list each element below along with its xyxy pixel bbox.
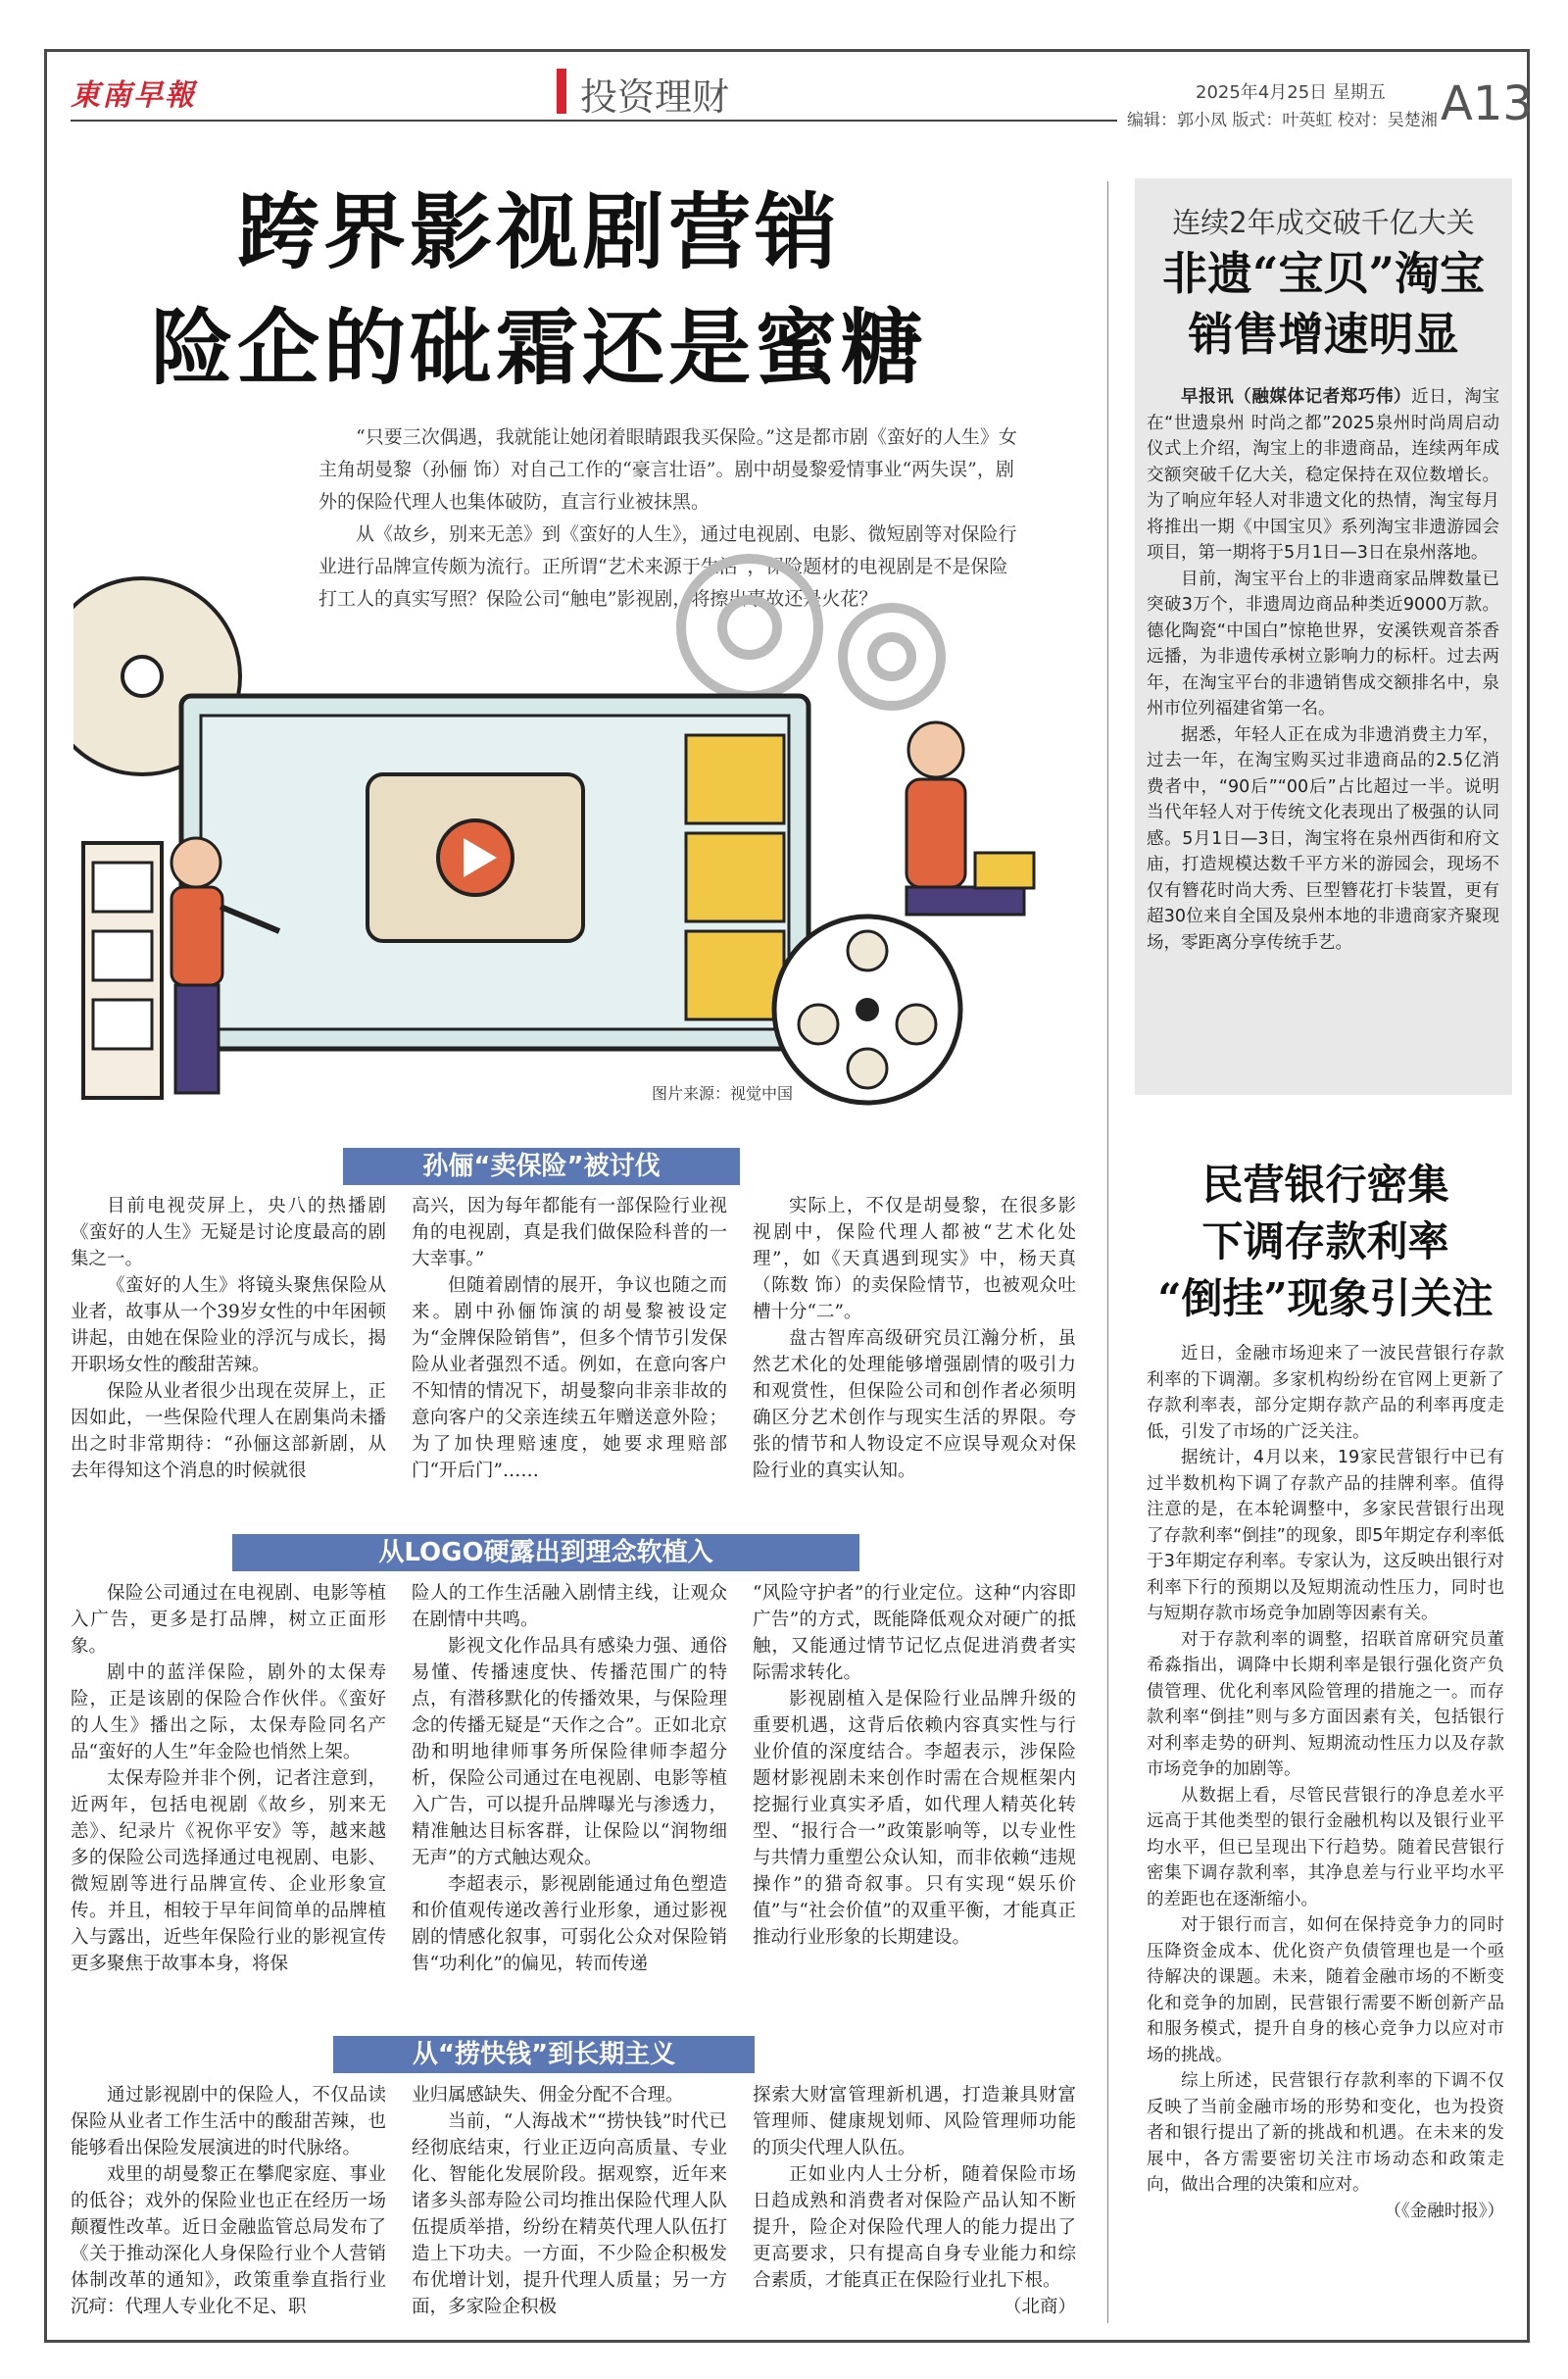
paragraph: 实际上，不仅是胡曼黎，在很多影视剧中，保险代理人都被“艺术化处理”，如《天真遇到现实》中，杨天真（陈数 饰）的卖保险情节，也被观众吐槽十分“二”。 [753, 1196, 1076, 1322]
section3-column-1 [71, 2082, 386, 2320]
lead-paragraph-1: “只要三次偶遇，我就能让她闭着眼睛跟我买保险。”这是都市剧《蛮好的人生》女主角胡曼黎（孙俪 饰）对自己工作的“豪言壮语”。剧中胡曼黎爱情事业“两失误”，剧外的保险代理人也集体破防，直言行业被抹黑。 [318, 426, 1017, 513]
section2-column-3 [753, 1580, 1076, 1951]
section-heading-3: 从“捞快钱”到长期主义 [333, 2036, 755, 2073]
paragraph: 保险从业者很少出现在荧屏上，正因如此，一些保险代理人在剧集尚未播出之时非常期待：“孙俪这部新剧，从去年得知这个消息的时候就很 [71, 1381, 386, 1481]
sidebar-kicker: 连续2年成交破千亿大关 [1172, 206, 1475, 239]
paragraph: 影视文化作品具有感染力强、通俗易懂、传播速度快、传播范围广的特点，有潜移默化的传播效果，与保险理念的传播无疑是“天作之合”。正如北京劭和明地律师事务所保险律师李超分析，保险公司通过在电视剧、电影等植入广告，可以提升品牌曝光与渗透力，精准触达目标客群，让保险以“润物细无声”的方式触达观众。 [412, 1636, 727, 1868]
paragraph: 高兴，因为每年都能有一部保险行业视角的电视剧，真是我们做保险科普的一大幸事。” [412, 1196, 727, 1269]
paragraph: 业归属感缺失、佣金分配不合理。 [412, 2085, 684, 2106]
gear-icon [681, 559, 941, 706]
section2-column-1 [71, 1580, 386, 1977]
sidebar-paragraph-1: 近日，淘宝在“世遗泉州 时尚之都”2025泉州时尚周启动仪式上介绍，淘宝上的非遗商品，连续两年成交额突破千亿大关，稳定保持在双位数增长。为了响应年轻人对非遗文化的热情，淘宝每月将推出一期《中国宝贝》系列淘宝非遗游园会项目，第一期将于5月1日—3日在泉州落地。 [1147, 387, 1500, 563]
headline-line-2: 险企的砒霜还是蜜糖 [150, 299, 927, 396]
bank-headline [1137, 1157, 1514, 1327]
section-marker [557, 69, 566, 114]
section3-column-2 [412, 2082, 727, 2320]
film-reel-icon [774, 917, 960, 1103]
paragraph: 当前，“人海战术”“捞快钱”时代已经彻底结束，行业正迈向高质量、专业化、智能化发展阶段。据观察，近年来诸多头部寿险公司均推出保险代理人队伍提质举措，纷纷在精英代理人队伍打造上下功夫。一方面，不少险企积极发布优增计划，提升代理人质量；另一方面，多家险企积极 [412, 2111, 727, 2317]
paragraph: 通过影视剧中的保险人，不仅品读保险从业者工作生活中的酸甜苦辣，也能够看出保险发展演进的时代脉络。 [71, 2085, 386, 2158]
paragraph: 李超表示，影视剧能通过角色塑造和价值观传递改善行业形象，通过影视剧的情感化叙事，可弱化公众对保险销售“功利化”的偏见，转而传递 [412, 1874, 727, 1974]
paragraph: 对于银行而言，如何在保持竞争力的同时压降资金成本、优化资产负债管理也是一个亟待解决的课题。未来，随着金融市场的不断变化和竞争的加剧，民营银行需要不断创新产品和服务模式，提升自身的核心竞争力以应对市场的挑战。 [1147, 1915, 1504, 2065]
paragraph: 险人的工作生活融入剧情主线，让观众在剧情中共鸣。 [412, 1583, 727, 1630]
paragraph: 太保寿险并非个例，记者注意到，近两年，包括电视剧《故乡，别来无恙》、纪录片《祝你平安》等，越来越多的保险公司选择通过电视剧、电影、微短剧等进行品牌宣传、企业形象宣传。并且，相较于早年间简单的品牌植入与露出，近些年保险行业的影视宣传更多聚焦于故事本身，将保 [71, 1768, 386, 1974]
laptop-user-figure [906, 722, 1034, 915]
paragraph: 探索大财富管理新机遇，打造兼具财富管理师、健康规划师、风险管理师功能的顶尖代理人队伍。 [753, 2085, 1076, 2158]
lead-paragraph-2: 从《故乡，别来无恙》到《蛮好的人生》，通过电视剧、电影、微短剧等对保险行业进行品牌宣传颇为流行。正所谓“艺术来源于生活”，保险题材的电视剧是不是保险打工人的真实写照？保险公司“触电”影视剧，将擦出事故还是火花？ [318, 523, 1017, 610]
section3-column-3 [753, 2082, 1076, 2320]
staff-credits: 编辑：郭小凤 版式：叶英虹 校对：吴楚湘 [1127, 111, 1438, 130]
issue-date: 2025年4月25日 星期五 [1196, 82, 1386, 103]
paragraph: “风险守护者”的行业定位。这种“内容即广告”的方式，既能降低观众对硬广的抵触，又能通过情节记忆点促进消费者实际需求转化。 [753, 1583, 1076, 1683]
header-rule [71, 120, 1117, 122]
sidebar-byline: 早报讯（融媒体记者郑巧伟） [1181, 387, 1412, 407]
bank-headline-line-3: “倒挂”现象引关注 [1157, 1274, 1494, 1322]
paragraph: 目前电视荧屏上，央八的热播剧《蛮好的人生》无疑是讨论度最高的剧集之一。 [71, 1196, 386, 1269]
cinema-illustration [74, 549, 1063, 1117]
section1-column-3 [753, 1193, 1076, 1484]
article-source: （北商） [1003, 2297, 1076, 2317]
paragraph: 但随着剧情的展开，争议也随之而来。剧中孙俪饰演的胡曼黎被设定为“金牌保险销售”，但多个情节引发保险从业者强烈不适。例如，在意向客户不知情的情况下，胡曼黎向非亲非故的意向客户的父亲连续五年赠送意外险；为了加快理赔速度，她要求理赔部门“开后门”…… [412, 1275, 727, 1481]
paragraph: 保险公司通过在电视剧、电影等植入广告，更多是打品牌，树立正面形象。 [71, 1583, 386, 1657]
paragraph: 近日，金融市场迎来了一波民营银行存款利率的下调潮。多家机构纷纷在官网上更新了存款利率表，部分定期存款产品的利率再度走低，引发了市场的广泛关注。 [1147, 1344, 1504, 1442]
paragraph [1147, 384, 1499, 567]
page-number: A13 [1441, 76, 1533, 131]
paragraph: 影视剧植入是保险行业品牌升级的重要机遇，这背后依赖内容真实性与行业价值的深度结合。李超表示，涉保险题材影视剧未来创作时需在合规框架内挖掘行业真实矛盾，如代理人精英化转型、“报行合一”政策影响等，以专业性与共情力重塑公众认知，而非依赖“违规操作”的猎奇叙事。只有实现“娱乐价值”与“社会价值”的双重平衡，才能真正推动行业形象的长期建设。 [753, 1689, 1076, 1948]
sidebar-headline-line-1: 非遗“宝贝”淘宝 [1162, 247, 1485, 300]
paragraph: 正如业内人士分析，随着保险市场日趋成熟和消费者对保险产品认知不断提升，险企对保险代理人的能力提出了更高要求，只有提高自身专业能力和综合素质，才能真正在保险行业扎下根。 [753, 2164, 1076, 2291]
section1-column-1 [71, 1193, 386, 1484]
section-heading-1: 孙俪“卖保险”被讨伐 [343, 1148, 740, 1185]
film-strip-icon [83, 843, 162, 1098]
paragraph: 《蛮好的人生》将镜头聚焦保险从业者，故事从一个39岁女性的中年困顿讲起，由她在保险业的浮沉与成长，揭开职场女性的酸甜苦辣。 [71, 1275, 386, 1375]
feature-headline [147, 174, 931, 406]
newspaper-logo: 東南早報 [71, 78, 196, 113]
paragraph: 盘古智库高级研究员江瀚分析，虽然艺术化的处理能够增强剧情的吸引力和观赏性，但保险公司和创作者必须明确区分艺术创作与现实生活的界限。夸张的情节和人物设定不应误导观众对保险行业的真实认知。 [753, 1328, 1076, 1481]
bank-headline-line-2: 下调存款利率 [1201, 1217, 1449, 1265]
masthead-logo [71, 71, 196, 114]
sidebar-headline-line-2: 销售增速明显 [1188, 308, 1459, 361]
paragraph: 据统计，4月以来，19家民营银行中已有过半数机构下调了存款产品的挂牌利率。值得注意的是，在本轮调整中，多家民营银行出现了存款利率“倒挂”的现象，即5年期定存利率低于3年期定存利率。专家认为，这反映出银行对利率下行的预期以及短期流动性压力，同时也与短期存款市场竞争加剧等因素有关。 [1147, 1448, 1504, 1623]
headline-line-1: 跨界影视剧营销 [236, 183, 841, 280]
bank-headline-line-1: 民营银行密集 [1201, 1161, 1449, 1209]
paragraph: 戏里的胡曼黎正在攀爬家庭、事业的低谷；戏外的保险业也正在经历一场颠覆性改革。近日金融监管总局发布了《关于推动深化人身保险行业个人营销体制改革的通知》，政策重拳直指行业沉疴：代理人专业化不足、职 [71, 2164, 386, 2317]
paragraph: 从数据上看，尽管民营银行的净息差水平远高于其他类型的银行金融机构以及银行业平均水平，但已呈现出下行趋势。随着民营银行密集下调存款利率，其净息差与行业平均水平的差距也在逐渐缩小。 [1147, 1785, 1504, 1909]
image-credit: 图片来源：视觉中国 [652, 1084, 794, 1103]
sidebar-body [1147, 384, 1499, 956]
bank-source: （《金融时报》） [1384, 2201, 1504, 2221]
paragraph: 对于存款利率的调整，招联首席研究员董希淼指出，调降中长期利率是银行强化资产负债管理、优化利率风险管理的措施之一。而存款利率“倒挂”则与多方面因素有关，包括银行对利率走势的研判、短期流动性压力以及存款市场竞争的加剧等。 [1147, 1629, 1504, 1779]
column-divider [1107, 181, 1108, 2323]
sidebar-headline [1135, 243, 1512, 365]
paragraph: 目前，淘宝平台上的非遗商家品牌数量已突破3万个，非遗周边商品种类近9000万款。德化陶瓷“中国白”惊艳世界，安溪铁观音茶香远播，为非遗传承树立影响力的标杆。过去两年，在淘宝平台的非遗销售成交额排名中，泉州市位列福建省第一名。 [1147, 569, 1499, 719]
section2-column-2 [412, 1580, 727, 1977]
section1-column-2 [412, 1193, 727, 1484]
paragraph: 剧中的蓝洋保险，剧外的太保寿险，正是该剧的保险合作伙伴。《蛮好的人生》播出之际，太保寿险同名产品“蛮好的人生”年金险也悄然上架。 [71, 1662, 386, 1762]
media-panels [686, 735, 784, 1019]
paragraph: 综上所述，民营银行存款利率的下调不仅反映了当前金融市场的形势和变化，也为投资者和银行提出了新的挑战和机遇。在未来的发展中，各方需要密切关注市场动态和政策走向，做出合理的决策和应对。 [1147, 2071, 1504, 2195]
paragraph: 据悉，年轻人正在成为非遗消费主力军，过去一年，在淘宝购买过非遗商品的2.5亿消费者中，“90后”“00后”占比超过一半。说明当代年轻人对于传统文化表现出了极强的认同感。5月1日—3日，淘宝将在泉州西街和府文庙，打造规模达数千平方米的游园会，现场不仅有簪花时尚大秀、巨型簪花打卡装置，更有超30位来自全国及泉州本地的非遗商家齐聚现场，零距离分享传统手艺。 [1147, 724, 1499, 953]
section-title: 投资理财 [580, 75, 730, 119]
play-button-icon [368, 774, 583, 941]
bank-body [1147, 1341, 1504, 2224]
section-heading-2: 从LOGO硬露出到理念软植入 [232, 1534, 859, 1571]
